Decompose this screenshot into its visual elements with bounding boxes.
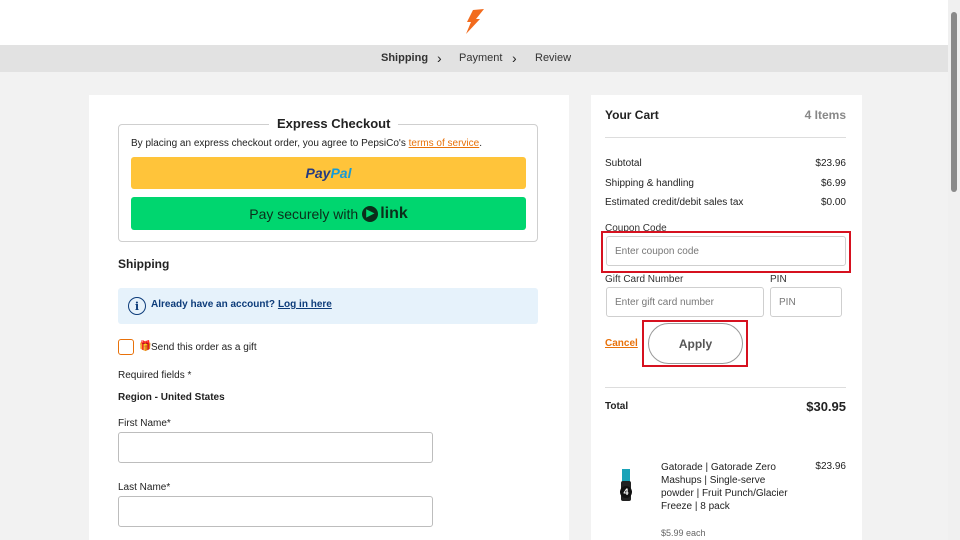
- paypal-button[interactable]: Pay Pal: [131, 157, 526, 189]
- terms-of-service-link[interactable]: terms of service: [408, 138, 480, 149]
- gift-icon: 🎁: [139, 341, 152, 352]
- cart-summary-card: [591, 95, 862, 540]
- account-info-banner: [118, 288, 538, 324]
- gift-card-input[interactable]: [606, 287, 764, 317]
- step-payment[interactable]: Payment: [459, 52, 503, 64]
- apply-button[interactable]: Apply: [648, 323, 743, 364]
- pin-label: PIN: [770, 274, 787, 285]
- checkout-steps: [0, 45, 948, 72]
- product-name[interactable]: Gatorade | Gatorade Zero Mashups | Single-serve powder | Fruit Punch/Glacier Freeze | 8 pack: [661, 462, 788, 512]
- cart-item-count: 4 Items: [804, 108, 846, 122]
- shipping-form-card: [89, 95, 569, 540]
- scrollbar[interactable]: [948, 0, 960, 540]
- product-price: $23.96: [815, 461, 846, 472]
- tax-value: $0.00: [820, 197, 846, 208]
- step-shipping: Shipping: [381, 52, 429, 64]
- apply-highlight-box: [642, 320, 748, 367]
- link-pay-button[interactable]: Pay securely with ▶ link: [131, 197, 526, 230]
- express-checkout-title: Express Checkout: [269, 116, 398, 131]
- chevron-right-icon: ›: [437, 50, 442, 66]
- scrollbar-thumb[interactable]: [951, 12, 957, 192]
- cancel-link[interactable]: Cancel: [605, 338, 638, 349]
- first-name-label: First Name*: [118, 418, 171, 429]
- coupon-highlight-box: [601, 231, 851, 273]
- link-logo: ▶ link: [362, 205, 408, 223]
- top-header: [0, 0, 948, 45]
- product-unit-price: $5.99 each: [661, 528, 706, 538]
- info-icon: i: [128, 297, 146, 315]
- divider: [605, 387, 846, 388]
- total-value: $30.95: [806, 399, 846, 414]
- subtotal-label: Subtotal: [605, 158, 642, 169]
- first-name-field[interactable]: [118, 432, 433, 463]
- last-name-label: Last Name*: [118, 482, 171, 493]
- divider: [605, 137, 846, 138]
- gatorade-bolt-icon[interactable]: [463, 9, 485, 35]
- total-label: Total: [605, 401, 629, 412]
- subtotal-value: $23.96: [815, 158, 846, 169]
- coupon-code-label: Coupon Code: [605, 223, 667, 234]
- gift-checkbox[interactable]: [118, 339, 134, 355]
- arrow-right-icon: ▶: [362, 206, 378, 222]
- gift-card-label: Gift Card Number: [605, 274, 684, 285]
- login-link[interactable]: Log in here: [277, 299, 332, 310]
- express-checkout-box: [118, 116, 538, 242]
- chevron-right-icon: ›: [512, 50, 517, 66]
- required-fields-note: Required fields *: [118, 370, 192, 381]
- last-name-field[interactable]: [118, 496, 433, 527]
- quantity-badge: 4: [623, 487, 629, 497]
- account-prompt: Already have an account?: [151, 299, 275, 310]
- shipping-label: Shipping & handling: [605, 178, 694, 189]
- shipping-heading: Shipping: [118, 257, 170, 271]
- gift-label[interactable]: Send this order as a gift: [151, 342, 257, 353]
- step-review[interactable]: Review: [535, 52, 572, 64]
- cart-title: Your Cart: [605, 108, 659, 122]
- product-image: [617, 467, 635, 507]
- shipping-value: $6.99: [820, 178, 846, 189]
- express-checkout-terms: By placing an express checkout order, you agree to PepsiCo's terms of service.: [131, 138, 482, 149]
- tax-label: Estimated credit/debit sales tax: [605, 197, 744, 208]
- region-label: Region - United States: [118, 392, 225, 403]
- pin-input[interactable]: [770, 287, 842, 317]
